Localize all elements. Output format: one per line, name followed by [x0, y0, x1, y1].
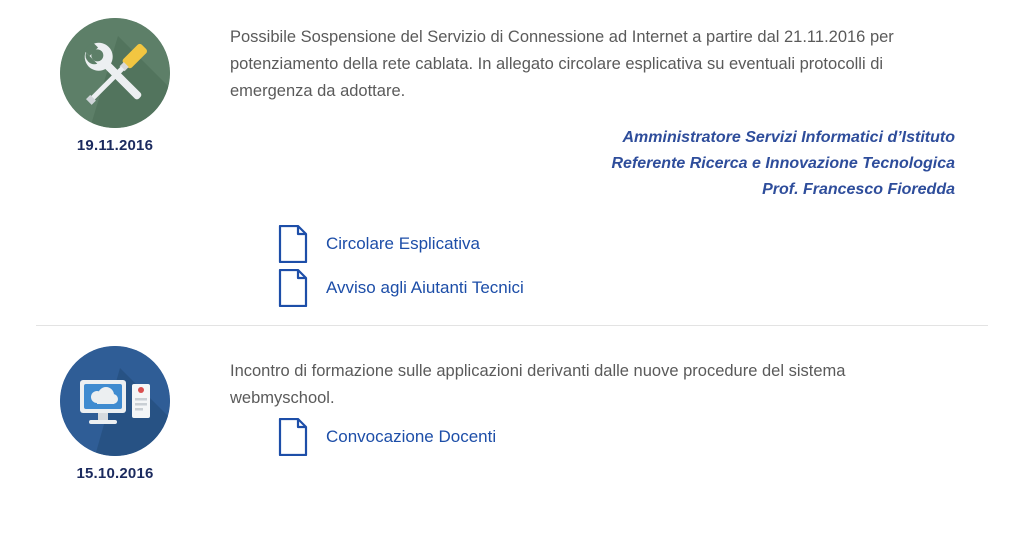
document-icon — [278, 225, 308, 263]
computer-monitor-cloud-icon — [60, 346, 170, 456]
attachment-link[interactable] — [278, 418, 996, 456]
document-icon — [278, 418, 308, 456]
news-item-date: 19.11.2016 — [76, 137, 154, 154]
attachment-link[interactable] — [278, 225, 996, 263]
news-item-meta — [0, 14, 230, 154]
signature-line: Amministratore Servizi Informatici d’Istituto — [622, 129, 955, 146]
attachment-list — [230, 225, 996, 307]
news-item-meta — [0, 342, 230, 482]
signature-line: Referente Ricerca e Innovazione Tecnologica — [611, 155, 955, 172]
news-item-content — [230, 14, 1024, 313]
tools-wrench-screwdriver-icon — [60, 18, 170, 128]
attachment-label: Circolare Esplicativa — [326, 234, 480, 253]
news-item-text: Incontro di formazione sulle applicazioni derivanti dalle nuove procedure del sistema webmyschool. — [230, 362, 846, 407]
document-icon — [278, 269, 308, 307]
attachment-link[interactable] — [278, 269, 996, 307]
news-item-date: 15.10.2016 — [76, 465, 154, 482]
news-item — [0, 326, 1024, 482]
signature-line: Prof. Francesco Fioredda — [762, 181, 955, 198]
attachment-label: Convocazione Docenti — [326, 427, 497, 446]
news-item-text: Possibile Sospensione del Servizio di Connessione ad Internet a partire dal 21.11.2016 per potenziamento della rete cablata. In allegato circolare esplicativa su eventuali protocolli di emergenza da adottare. — [230, 28, 894, 100]
attachment-label: Avviso agli Aiutanti Tecnici — [326, 278, 524, 297]
news-item-signature — [230, 125, 955, 203]
news-item-content — [230, 342, 1024, 462]
attachment-list — [230, 418, 996, 456]
